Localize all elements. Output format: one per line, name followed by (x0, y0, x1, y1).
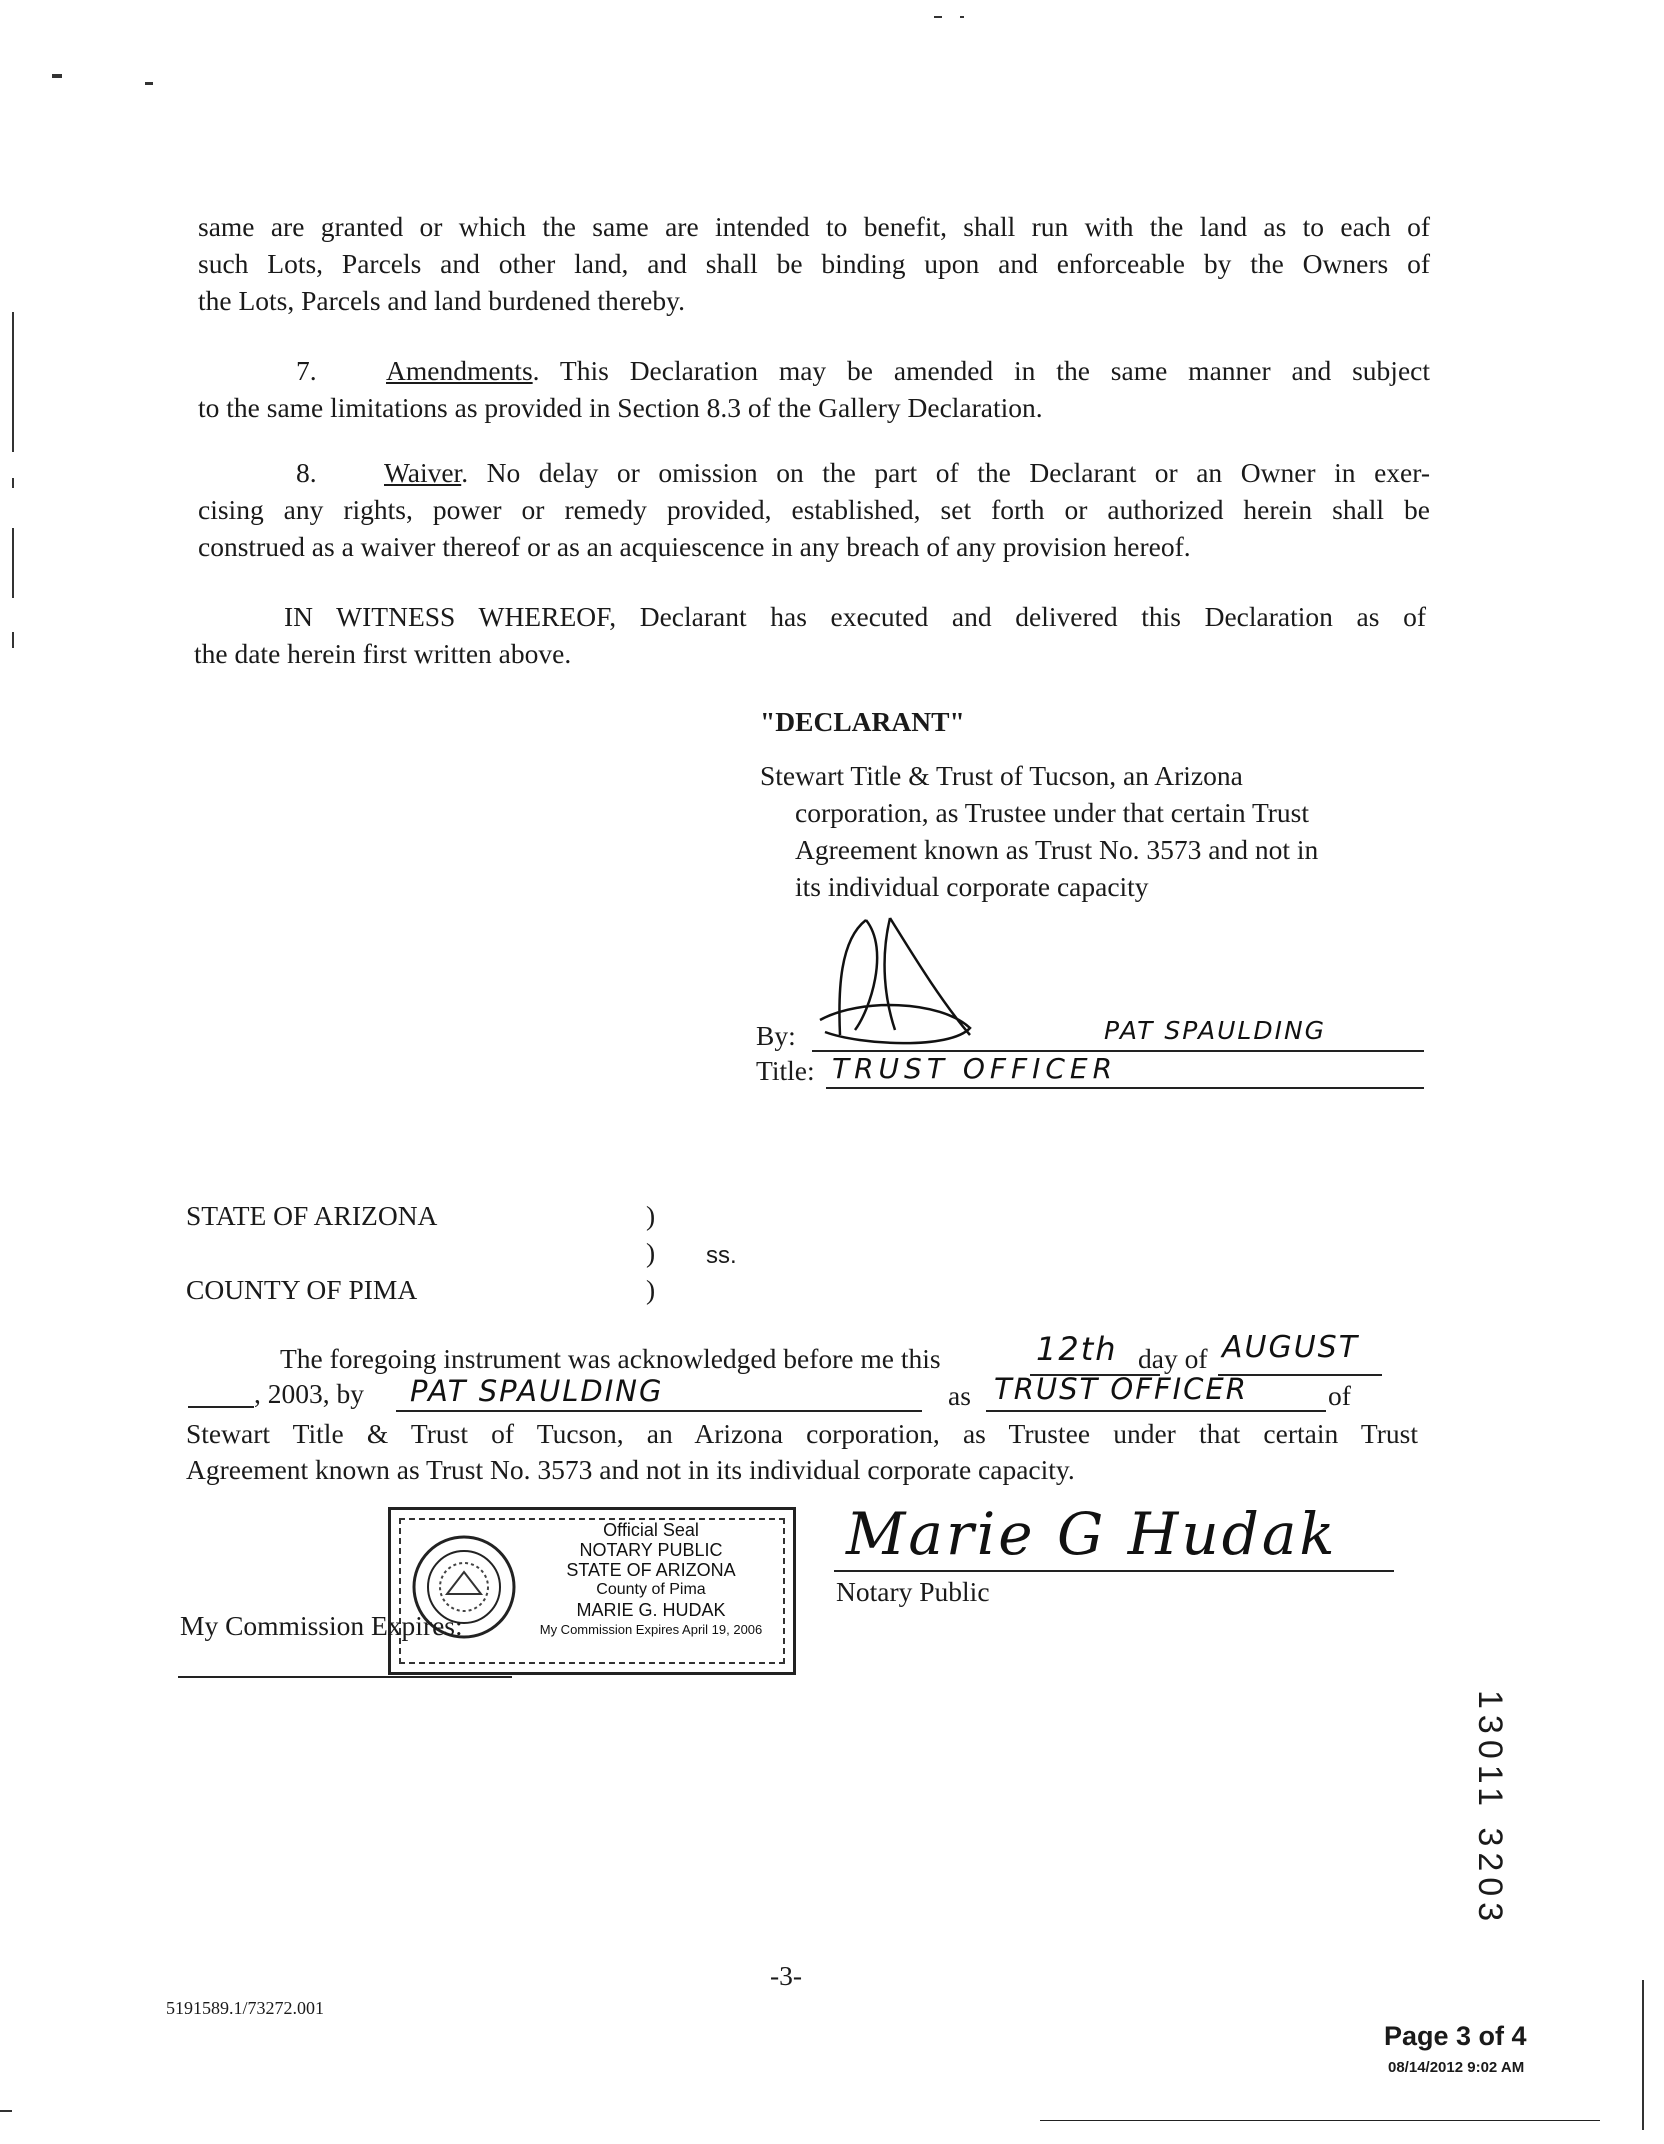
seal-line: STATE OF ARIZONA (566, 1560, 736, 1580)
scan-mark (0, 2110, 12, 2112)
continuation-paragraph (198, 208, 1430, 319)
declarant-signature (800, 910, 1000, 1060)
capacity-blank (986, 1410, 1326, 1412)
section-8-waiver (198, 454, 1430, 565)
section-7-amendments (198, 352, 1430, 426)
text-line: same are granted or which the same are intended to benefit, shall run with the land as to each of (198, 211, 1430, 242)
ack-name: PAT SPAULDING (410, 1374, 664, 1408)
commission-line (178, 1676, 512, 1678)
ack-day-of: day of (1138, 1343, 1208, 1374)
ack-year: , 2003, by (254, 1378, 364, 1409)
scan-mark (12, 528, 14, 598)
declarant-line: its individual corporate capacity (795, 871, 1149, 902)
text-line: the Lots, Parcels and land burdened thereby. (198, 285, 685, 316)
by-label: By: (756, 1020, 796, 1051)
title-label: Title: (756, 1055, 815, 1086)
scan-mark (934, 16, 942, 18)
text-line: to the same limitations as provided in Section 8.3 of the Gallery Declaration. (198, 392, 1043, 423)
venue-paren: ) (646, 1274, 656, 1305)
notary-signature-line (834, 1570, 1394, 1572)
seal-line: MARIE G. HUDAK (576, 1600, 726, 1620)
text-line (198, 454, 1430, 491)
notary-seal-stamp (388, 1507, 796, 1675)
name-blank (396, 1410, 922, 1412)
text-run: . No delay or omission on the part of the Declarant or an Owner in exer- (461, 457, 1430, 488)
section-heading: Waiver (384, 457, 462, 488)
seal-title: Official Seal (603, 1520, 699, 1540)
declarant-line: Agreement known as Trust No. 3573 and not in (795, 834, 1319, 865)
scan-mark (960, 16, 964, 18)
commission-expires-label: My Commission Expires: (180, 1610, 463, 1641)
page-center-number: -3- (770, 1960, 803, 1991)
seal-line: NOTARY PUBLIC (579, 1540, 723, 1560)
scan-mark (12, 478, 14, 488)
scan-mark (12, 312, 14, 452)
venue-paren: ) (646, 1237, 656, 1268)
side-recording-stamp: 13011 3203 (1471, 1690, 1509, 1928)
signer-name: PAT SPAULDING (1104, 1016, 1327, 1045)
ack-of: of (1328, 1380, 1351, 1411)
declarant-line: corporation, as Trustee under that certain Trust (795, 797, 1310, 828)
section-heading: Amendments (386, 355, 533, 386)
declarant-line: Stewart Title & Trust of Tucson, an Arizona (760, 760, 1243, 791)
signer-title: TRUST OFFICER (832, 1052, 1118, 1085)
footer-rule (1040, 2120, 1600, 2121)
text-line: construed as a waiver thereof or as an acquiescence in any breach of any provision hereof. (198, 531, 1191, 562)
text-line: cising any rights, power or remedy provided, established, set forth or authorized herein shall be (198, 494, 1430, 525)
text-line: the date herein first written above. (194, 638, 572, 669)
ack-day: 12th (1036, 1330, 1118, 1368)
text-line: such Lots, Parcels and other land, and shall be binding upon and enforceable by the Owners of (198, 248, 1430, 279)
seal-line: County of Pima (596, 1581, 706, 1598)
venue-paren: ) (646, 1200, 656, 1231)
notary-public-label: Notary Public (836, 1576, 990, 1607)
ack-as: as (948, 1380, 971, 1411)
text-line (194, 598, 1426, 635)
text-run: IN WITNESS WHEREOF, Declarant has executed and delivered this Declaration as of (284, 601, 1426, 632)
notary-signature: Marie G Hudak (846, 1500, 1338, 1568)
scan-mark (1642, 1980, 1644, 2130)
section-number: 7. (296, 355, 317, 386)
ack-line-4: Agreement known as Trust No. 3573 and not in its individual corporate capacity. (186, 1454, 1075, 1485)
scan-mark (52, 74, 62, 78)
witness-paragraph (194, 598, 1426, 672)
text-line (198, 352, 1430, 389)
text-run: . This Declaration may be amended in the same manner and subject (532, 355, 1430, 386)
year-blank (188, 1406, 254, 1408)
ack-line-1: The foregoing instrument was acknowledged before me this (280, 1343, 941, 1374)
document-id: 5191589.1/73272.001 (166, 1998, 325, 2018)
venue-ss: ss. (706, 1242, 737, 1269)
page-label: Page 3 of 4 (1384, 2021, 1527, 2051)
ack-month: AUGUST (1222, 1330, 1360, 1365)
declarant-heading: "DECLARANT" (760, 706, 965, 737)
seal-text (521, 1520, 781, 1640)
seal-line: My Commission Expires April 19, 2006 (539, 1622, 763, 1637)
section-number: 8. (296, 457, 317, 488)
venue-state: STATE OF ARIZONA (186, 1200, 438, 1231)
scan-mark (145, 82, 153, 85)
ack-capacity: TRUST OFFICER (994, 1372, 1248, 1406)
scan-mark (12, 632, 14, 648)
title-line (826, 1087, 1424, 1089)
venue-county: COUNTY OF PIMA (186, 1274, 418, 1305)
ack-line-3: Stewart Title & Trust of Tucson, an Arizona corporation, as Trustee under that certain Trust (186, 1418, 1418, 1449)
print-timestamp: 08/14/2012 9:02 AM (1388, 2059, 1525, 2076)
